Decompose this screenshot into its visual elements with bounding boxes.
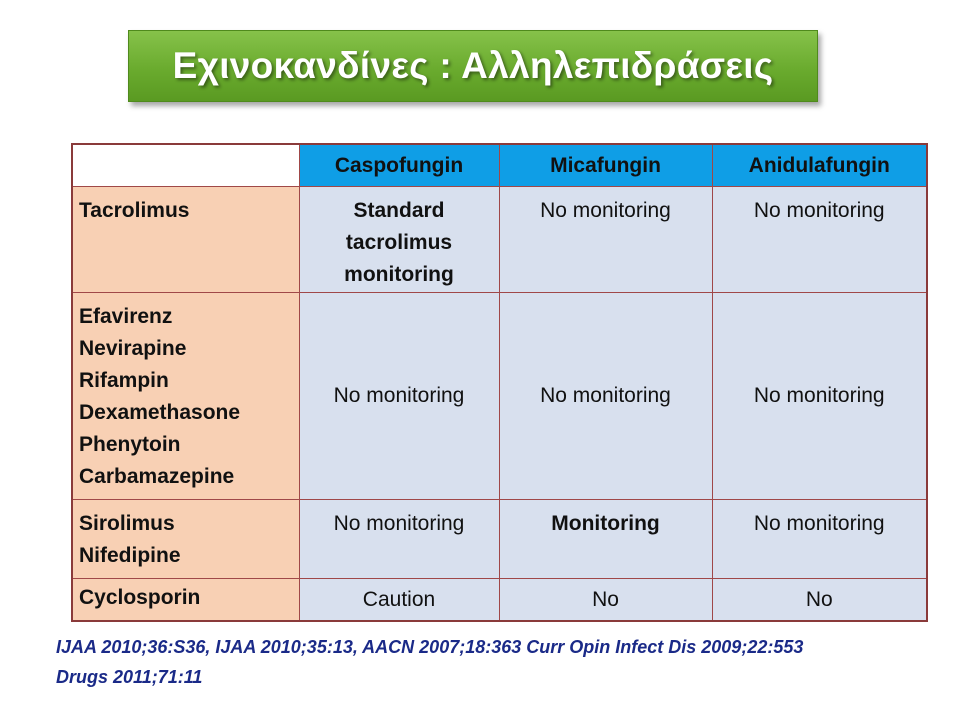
cell-text: Caution: [362, 587, 436, 611]
cell-cyclosporin-anidulafungin: [712, 579, 927, 622]
cell-text: monitoring: [344, 263, 454, 286]
cell-text: No monitoring: [753, 199, 885, 222]
drug-name: Tacrolimus: [79, 199, 190, 222]
row-label-sirolimus-nifedipine: [72, 500, 299, 579]
drug-name: Phenytoin: [79, 433, 181, 456]
column-header-caspofungin: Caspofungin: [299, 144, 499, 187]
cell-text: No: [805, 587, 833, 611]
cell-tacrolimus-caspofungin: [299, 187, 499, 293]
cell-sirolimus-anidulafungin: [712, 500, 927, 579]
table-row: [72, 579, 927, 622]
cell-sirolimus-micafungin: [499, 500, 712, 579]
table-row: [72, 187, 927, 293]
reference-line: Drugs 2011;71:11: [56, 667, 203, 687]
row-label-inducers: [72, 293, 299, 500]
drug-name: Efavirenz: [79, 305, 173, 328]
row-label-cyclosporin: [72, 579, 299, 622]
cell-text: No monitoring: [333, 512, 465, 535]
drug-name: Nevirapine: [79, 337, 187, 360]
table-corner-cell: [72, 144, 299, 187]
column-header-micafungin: Micafungin: [499, 144, 712, 187]
references: [56, 632, 946, 692]
cell-text: No monitoring: [540, 384, 671, 407]
drug-name: Dexamethasone: [79, 401, 241, 424]
cell-inducers-anidulafungin: [712, 293, 927, 500]
cell-tacrolimus-anidulafungin: [712, 187, 927, 293]
drug-name: Rifampin: [79, 369, 169, 392]
cell-cyclosporin-caspofungin: [299, 579, 499, 622]
reference-line: IJAA 2010;36:S36, IJAA 2010;35:13, AACN 2007;18:363 Curr Opin Infect Dis 2009;22:553: [56, 637, 804, 657]
cell-text: No: [592, 587, 619, 611]
cell-text: No monitoring: [753, 512, 885, 535]
cell-text: No monitoring: [333, 384, 465, 407]
cell-text: Monitoring: [551, 512, 660, 535]
cell-text: tacrolimus: [345, 231, 453, 254]
column-header-anidulafungin: Anidulafungin: [712, 144, 927, 187]
slide-title-banner: [128, 30, 818, 102]
cell-inducers-micafungin: [499, 293, 712, 500]
cell-text: Standard: [353, 199, 445, 222]
drug-name: Nifedipine: [79, 544, 181, 567]
table-row: [72, 500, 927, 579]
cell-tacrolimus-micafungin: [499, 187, 712, 293]
table-row: [72, 293, 927, 500]
drug-name: Carbamazepine: [79, 465, 235, 488]
cell-text: No monitoring: [753, 384, 885, 407]
row-label-tacrolimus: [72, 187, 299, 293]
slide-title: Εχινοκανδίνες : Αλληλεπιδράσεις: [172, 45, 774, 86]
interactions-table: [71, 143, 928, 622]
cell-text: No monitoring: [540, 199, 671, 222]
drug-name: Sirolimus: [79, 512, 175, 535]
cell-sirolimus-caspofungin: [299, 500, 499, 579]
table-header-row: [72, 144, 927, 187]
cell-cyclosporin-micafungin: [499, 579, 712, 622]
drug-name: Cyclosporin: [79, 586, 201, 609]
cell-inducers-caspofungin: [299, 293, 499, 500]
